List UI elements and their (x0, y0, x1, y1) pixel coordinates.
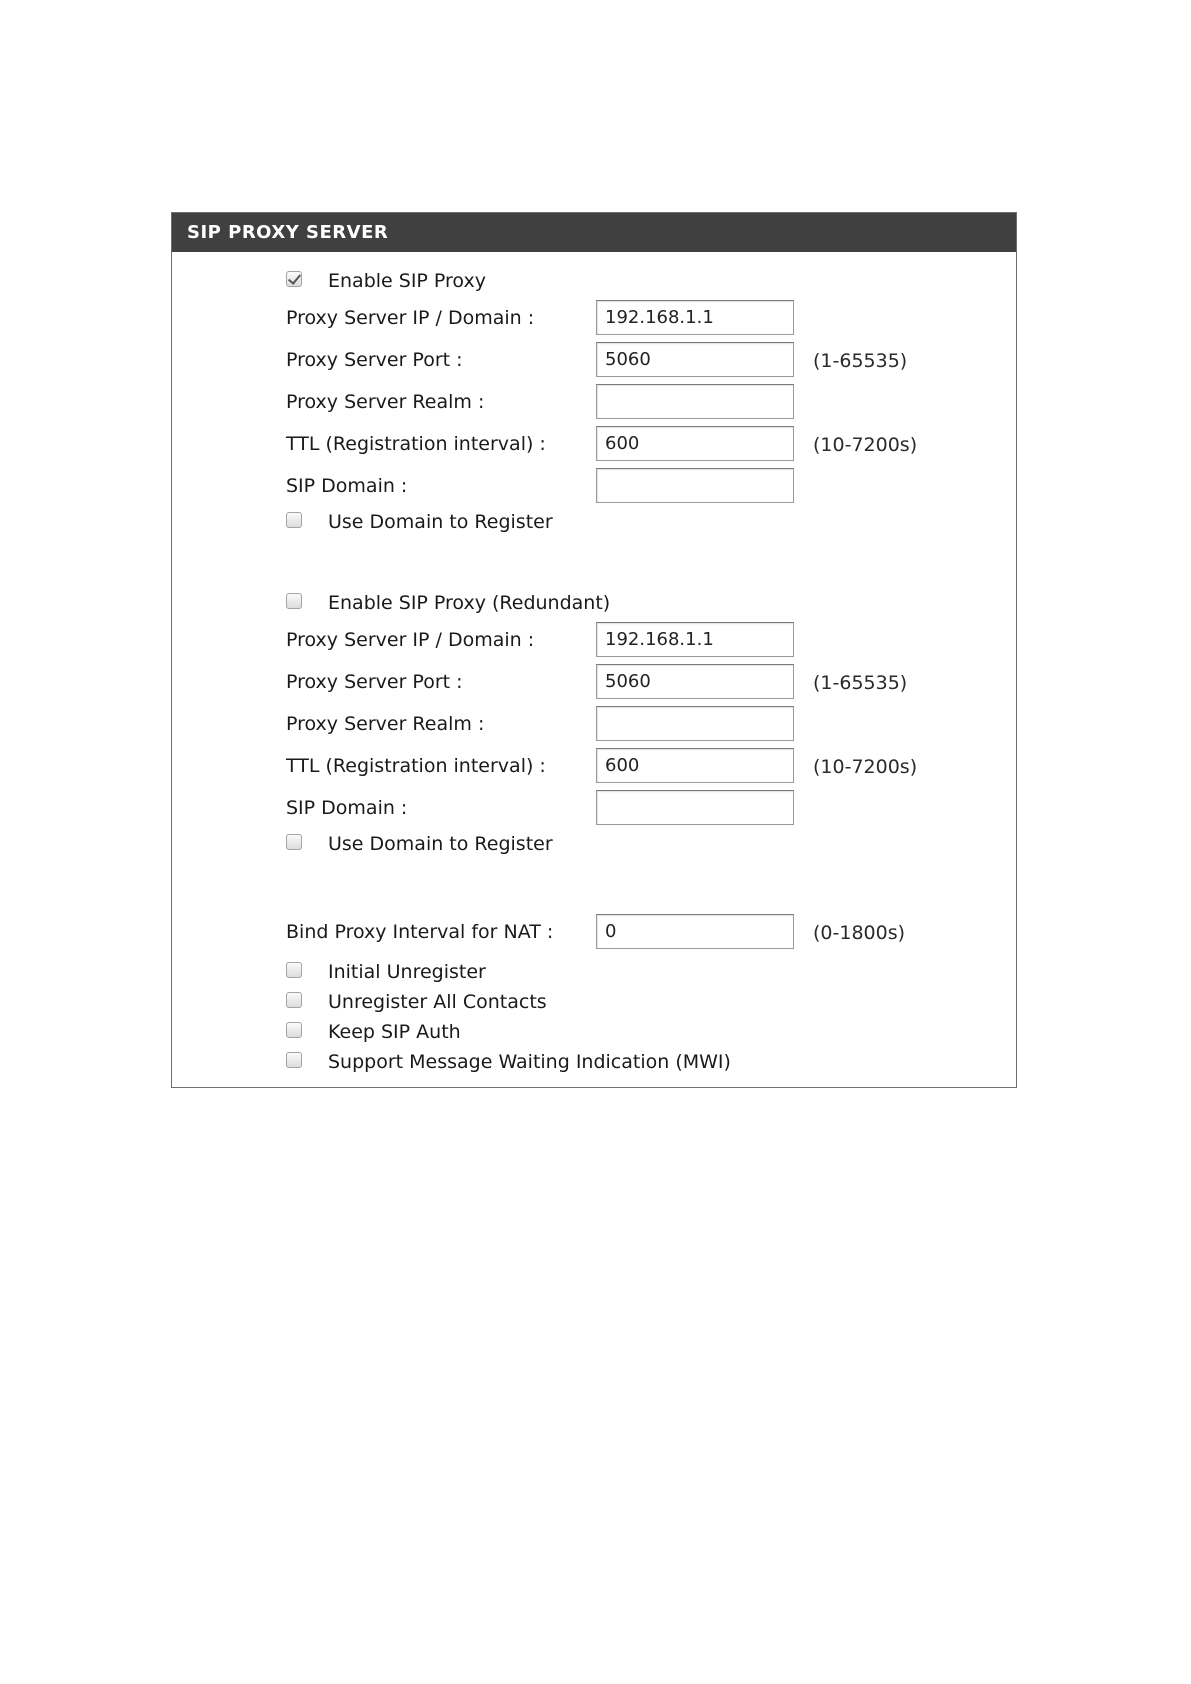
keep-sip-auth-label: Keep SIP Auth (328, 1021, 461, 1043)
proxy-realm-input[interactable] (596, 384, 794, 419)
sip-domain-input[interactable] (596, 468, 794, 503)
use-domain-row (172, 510, 1016, 536)
bind-proxy-nat-row (172, 914, 1016, 950)
ttl-label: TTL (Registration interval) : (286, 433, 546, 455)
enable-sip-proxy-checkbox[interactable] (286, 271, 302, 287)
enable-sip-proxy-row (172, 269, 1016, 295)
sip-domain-label: SIP Domain : (286, 475, 408, 497)
redundant-proxy-port-row (172, 664, 1016, 700)
redundant-use-domain-row (172, 832, 1016, 858)
proxy-port-hint: (1-65535) (813, 350, 908, 372)
redundant-proxy-port-hint: (1-65535) (813, 672, 908, 694)
redundant-proxy-ip-label: Proxy Server IP / Domain : (286, 629, 535, 651)
bind-proxy-nat-hint: (0-1800s) (813, 922, 906, 944)
initial-unregister-label: Initial Unregister (328, 961, 486, 983)
use-domain-label: Use Domain to Register (328, 511, 553, 533)
proxy-ip-label: Proxy Server IP / Domain : (286, 307, 535, 329)
redundant-ttl-hint: (10-7200s) (813, 756, 918, 778)
redundant-proxy-ip-input[interactable] (596, 622, 794, 657)
unregister-all-checkbox[interactable] (286, 992, 302, 1008)
keep-sip-auth-checkbox[interactable] (286, 1022, 302, 1038)
proxy-port-row (172, 342, 1016, 378)
proxy-ip-input[interactable] (596, 300, 794, 335)
redundant-use-domain-label: Use Domain to Register (328, 833, 553, 855)
redundant-proxy-realm-label: Proxy Server Realm : (286, 713, 485, 735)
redundant-proxy-realm-input[interactable] (596, 706, 794, 741)
redundant-ttl-row (172, 748, 1016, 784)
mwi-checkbox[interactable] (286, 1052, 302, 1068)
redundant-sip-domain-label: SIP Domain : (286, 797, 408, 819)
ttl-hint: (10-7200s) (813, 434, 918, 456)
redundant-proxy-ip-row (172, 622, 1016, 658)
keep-sip-auth-row (172, 1020, 1016, 1046)
enable-redundant-proxy-row (172, 591, 1016, 617)
enable-redundant-proxy-checkbox[interactable] (286, 593, 302, 609)
redundant-ttl-label: TTL (Registration interval) : (286, 755, 546, 777)
initial-unregister-checkbox[interactable] (286, 962, 302, 978)
mwi-row (172, 1050, 1016, 1076)
redundant-proxy-realm-row (172, 706, 1016, 742)
sip-proxy-server-panel (171, 212, 1017, 1088)
redundant-proxy-port-label: Proxy Server Port : (286, 671, 463, 693)
proxy-realm-row (172, 384, 1016, 420)
enable-redundant-proxy-label: Enable SIP Proxy (Redundant) (328, 592, 611, 614)
proxy-ip-row (172, 300, 1016, 336)
redundant-proxy-port-input[interactable] (596, 664, 794, 699)
use-domain-checkbox[interactable] (286, 512, 302, 528)
proxy-port-input[interactable] (596, 342, 794, 377)
proxy-port-label: Proxy Server Port : (286, 349, 463, 371)
redundant-ttl-input[interactable] (596, 748, 794, 783)
enable-sip-proxy-label: Enable SIP Proxy (328, 270, 486, 292)
sip-domain-row (172, 468, 1016, 504)
bind-proxy-nat-label: Bind Proxy Interval for NAT : (286, 921, 554, 943)
unregister-all-label: Unregister All Contacts (328, 991, 547, 1013)
initial-unregister-row (172, 960, 1016, 986)
unregister-all-row (172, 990, 1016, 1016)
ttl-row (172, 426, 1016, 462)
mwi-label: Support Message Waiting Indication (MWI) (328, 1051, 731, 1073)
proxy-realm-label: Proxy Server Realm : (286, 391, 485, 413)
panel-title: SIP PROXY SERVER (172, 213, 1016, 252)
redundant-sip-domain-row (172, 790, 1016, 826)
ttl-input[interactable] (596, 426, 794, 461)
bind-proxy-nat-input[interactable] (596, 914, 794, 949)
redundant-use-domain-checkbox[interactable] (286, 834, 302, 850)
redundant-sip-domain-input[interactable] (596, 790, 794, 825)
